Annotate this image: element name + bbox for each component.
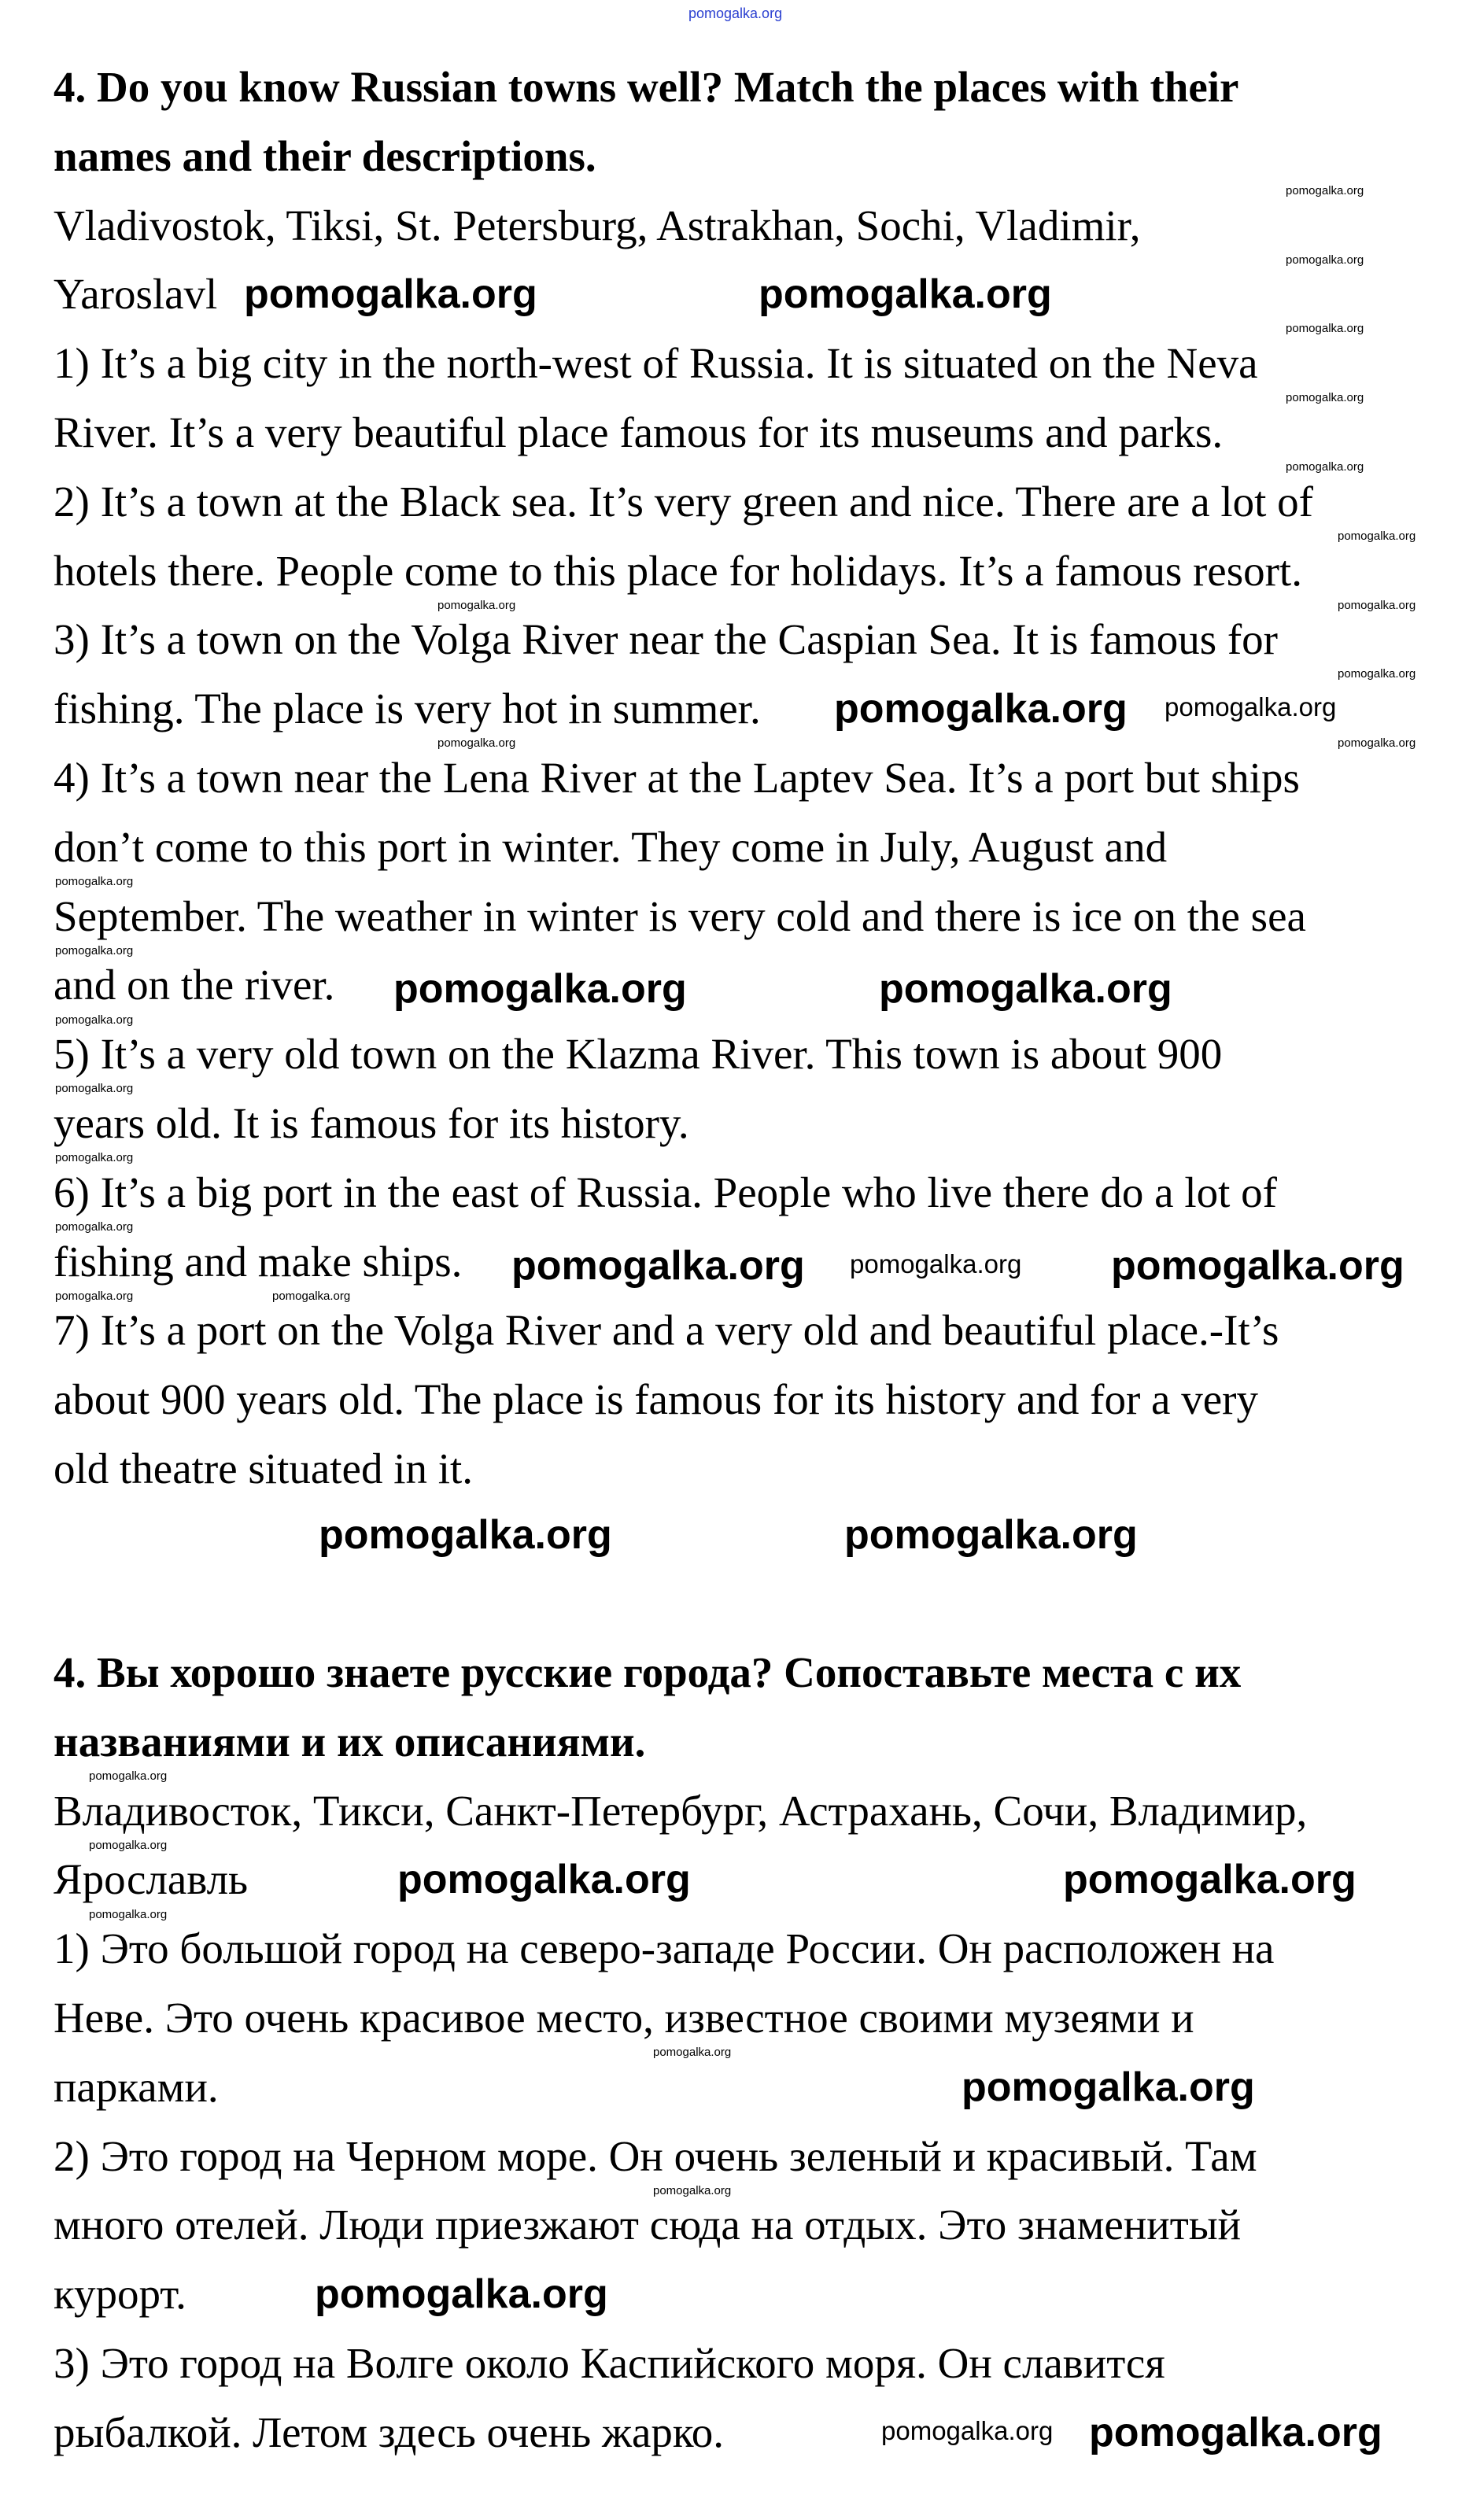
watermark: pomogalka.org — [315, 2271, 608, 2317]
text-line: about 900 years old. The place is famous for its history and for a very — [54, 1375, 1258, 1424]
exercise-heading-line: названиями и их описаниями. — [54, 1717, 646, 1765]
watermark: pomogalka.org — [89, 1769, 168, 1783]
text-line: old theatre situated in it. — [54, 1444, 474, 1492]
text-line: Ярославль — [54, 1855, 249, 1904]
watermark: pomogalka.org — [55, 944, 134, 957]
text-line: years old. It is famous for its history. — [54, 1098, 689, 1147]
watermark: pomogalka.org — [55, 1082, 134, 1095]
watermark: pomogalka.org — [89, 1908, 168, 1921]
watermark: pomogalka.org — [437, 599, 516, 612]
watermark: pomogalka.org — [1338, 667, 1416, 681]
watermark: pomogalka.org — [653, 2184, 732, 2197]
text-line: 3) It’s a town on the Volga River near the Caspian Sea. It is famous for — [54, 615, 1278, 664]
text-line: 6) It’s a big port in the east of Russia. People who live there do a lot of — [54, 1168, 1277, 1216]
watermark: pomogalka.org — [1111, 1243, 1404, 1289]
text-line: рыбалкой. Летом здесь очень жарко. — [54, 2407, 725, 2456]
watermark: pomogalka.org — [55, 875, 134, 888]
text-line: 3) Это город на Волге около Каспийского моря. Он славится — [54, 2338, 1165, 2387]
watermark: pomogalka.org — [653, 2046, 732, 2059]
exercise-heading-line: 4. Вы хорошо знаете русские города? Сопоставьте места с их — [54, 1648, 1242, 1696]
text-line: 1) Это большой город на северо-западе России. Он расположен на — [54, 1924, 1275, 1973]
watermark: pomogalka.org — [1165, 692, 1337, 721]
watermark: pomogalka.org — [55, 1013, 134, 1027]
watermark: pomogalka.org — [272, 1290, 351, 1303]
exercise-heading-line: names and their descriptions. — [54, 131, 596, 180]
watermark: pomogalka.org — [834, 686, 1128, 732]
text-line: 2) It’s a town at the Black sea. It’s very green and nice. There are a lot of — [54, 477, 1313, 526]
text-line: River. It’s a very beautiful place famous for its museums and parks. — [54, 408, 1224, 456]
watermark: pomogalka.org — [1063, 1857, 1356, 1902]
text-line: курорт. — [54, 2270, 186, 2319]
text-line: fishing. The place is very hot in summer. — [54, 684, 761, 733]
text-line: Владивосток, Тикси, Санкт-Петербург, Астрахань, Сочи, Владимир, — [54, 1786, 1308, 1835]
watermark: pomogalka.org — [397, 1857, 691, 1902]
watermark: pomogalka.org — [1286, 391, 1364, 404]
watermark: pomogalka.org — [879, 966, 1172, 1012]
watermark: pomogalka.org — [850, 1249, 1022, 1278]
text-line: fishing and make ships. — [54, 1237, 463, 1286]
text-line: 4) It’s a town near the Lena River at the Laptev Sea. It’s a port but ships — [54, 753, 1300, 802]
text-line: 7) It’s a port on the Volga River and a very old and beautiful place.-It’s — [54, 1306, 1279, 1355]
watermark: pomogalka.org — [437, 736, 516, 750]
russian-exercise — [54, 1648, 1307, 2478]
watermark: pomogalka.org — [1338, 599, 1416, 612]
text-line: Vladivostok, Tiksi, St. Petersburg, Astrakhan, Sochi, Vladimir, — [54, 201, 1141, 249]
text-line: 5) It’s a very old town on the Klazma River. This town is about 900 — [54, 1030, 1223, 1079]
watermark: pomogalka.org — [393, 966, 687, 1012]
watermark: pomogalka.org — [1286, 253, 1364, 267]
text-line: hotels there. People come to this place for holidays. It’s a famous resort. — [54, 546, 1302, 595]
watermark: pomogalka.org — [55, 1220, 134, 1234]
text-line: don’t come to this port in winter. They come in July, August and — [54, 822, 1168, 871]
watermark: pomogalka.org — [1286, 460, 1364, 474]
text-line: 2) Это город на Черном море. Он очень зеленый и красивый. Там — [54, 2131, 1257, 2180]
watermark: pomogalka.org — [1338, 529, 1416, 543]
watermark: pomogalka.org — [1089, 2410, 1382, 2455]
watermark: pomogalka.org — [688, 6, 783, 21]
watermark: pomogalka.org — [55, 1151, 134, 1164]
text-line: Yaroslavl — [54, 270, 218, 319]
watermark: pomogalka.org — [881, 2416, 1054, 2445]
watermark: pomogalka.org — [55, 1290, 134, 1303]
watermark: pomogalka.org — [1286, 184, 1364, 197]
watermark: pomogalka.org — [1338, 736, 1416, 750]
watermark: pomogalka.org — [962, 2064, 1255, 2110]
text-line: September. The weather in winter is very cold and there is ice on the sea — [54, 891, 1306, 940]
watermark: pomogalka.org — [1286, 322, 1364, 335]
text-line: 1) It’s a big city in the north-west of Russia. It is situated on the Neva — [54, 339, 1258, 388]
english-exercise — [54, 63, 1313, 1514]
text-line: and on the river. — [54, 961, 335, 1009]
watermark: pomogalka.org — [89, 1839, 168, 1852]
exercise-heading-line: 4. Do you know Russian towns well? Match the places with their — [54, 63, 1239, 111]
watermark: pomogalka.org — [844, 1512, 1138, 1558]
watermark: pomogalka.org — [759, 271, 1052, 317]
text-line: много отелей. Люди приезжают сюда на отдых. Это знаменитый — [54, 2201, 1242, 2249]
text-line: парками. — [54, 2062, 219, 2111]
watermark: pomogalka.org — [319, 1512, 612, 1558]
watermark: pomogalka.org — [244, 271, 537, 317]
watermark: pomogalka.org — [511, 1243, 805, 1289]
text-line: Неве. Это очень красивое место, известное своими музеями и — [54, 1993, 1194, 2042]
